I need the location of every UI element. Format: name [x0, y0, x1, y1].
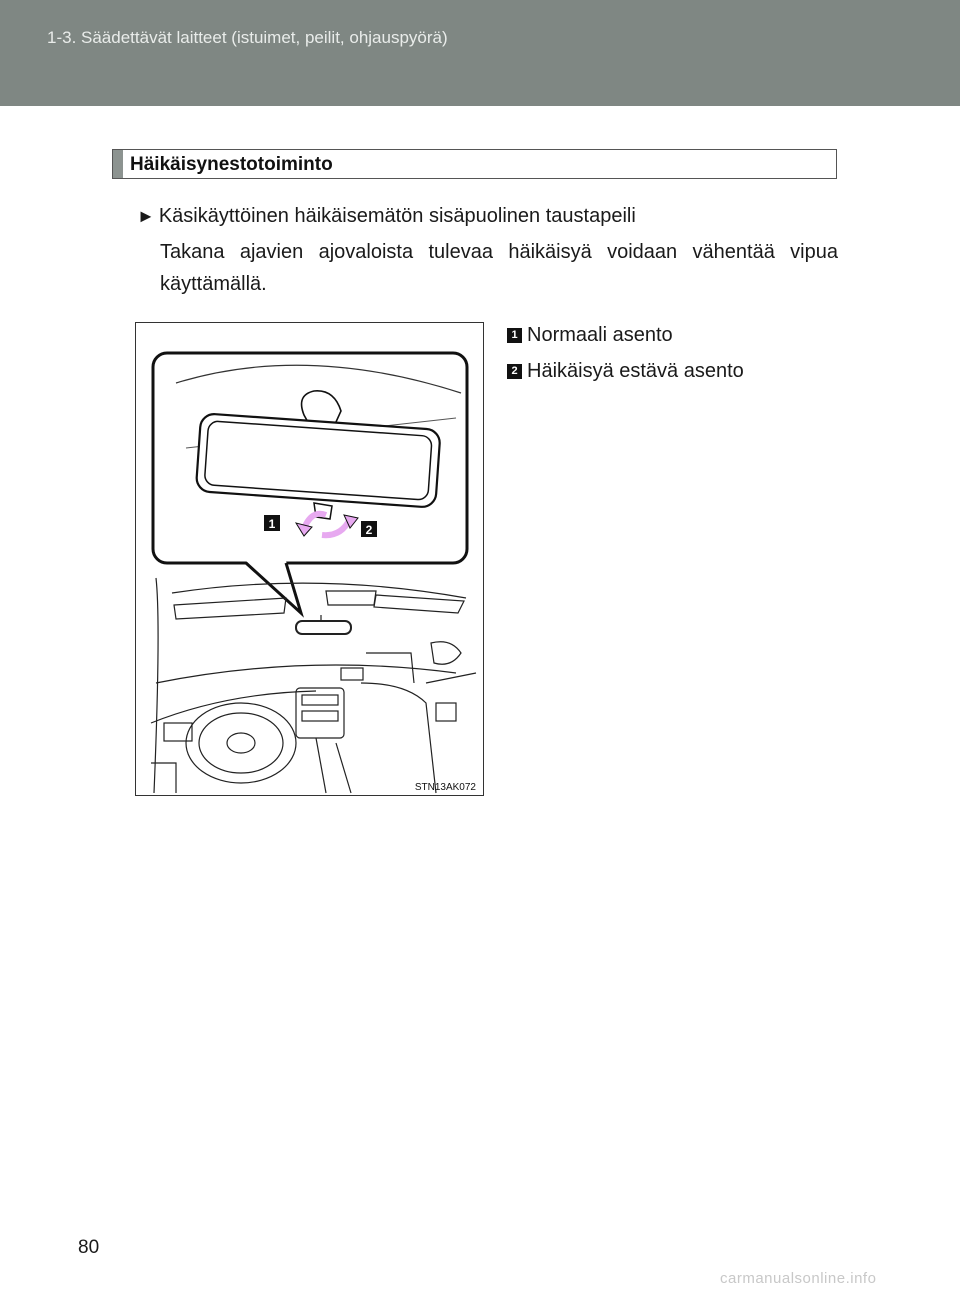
- figure-tag-2-text: 2: [365, 523, 373, 537]
- legend-text-2: Häikäisyä estävä asento: [527, 359, 744, 382]
- number-tag-2: 2: [507, 364, 522, 379]
- legend-item-1: [507, 317, 744, 353]
- section-accent: [113, 150, 123, 178]
- legend-text-1: Normaali asento: [527, 323, 673, 346]
- rearview-mirror-large: [196, 413, 441, 508]
- figure-tag-1-text: 1: [268, 517, 276, 531]
- figure-code: STN13AK072: [414, 782, 476, 793]
- bullet-item: [137, 205, 636, 228]
- chapter-title: 1-3. Säädettävät laitteet (istuimet, peilit, ohjauspyörä): [47, 28, 448, 47]
- watermark: carmanualsonline.info: [720, 1270, 877, 1287]
- bullet-text: Käsikäyttöinen häikäisemätön sisäpuolinen taustapeili: [158, 205, 636, 227]
- car-interior-lineart: [151, 578, 476, 793]
- section-title: Häikäisynestotoiminto: [130, 154, 333, 175]
- number-tag-1: 1: [507, 328, 522, 343]
- page-header: [0, 0, 960, 106]
- page-number: 80: [78, 1237, 100, 1258]
- mirror-illustration: [135, 322, 484, 796]
- description-paragraph: Takana ajavien ajovaloista tulevaa häikäisyä voidaan vähentää vipua käyttämällä.: [160, 241, 838, 295]
- section-heading-bar: [112, 149, 837, 179]
- triangle-bullet-icon: ►: [137, 206, 155, 226]
- legend: [507, 317, 744, 389]
- legend-item-2: [507, 353, 744, 389]
- mirror-illustration-svg: [136, 323, 483, 795]
